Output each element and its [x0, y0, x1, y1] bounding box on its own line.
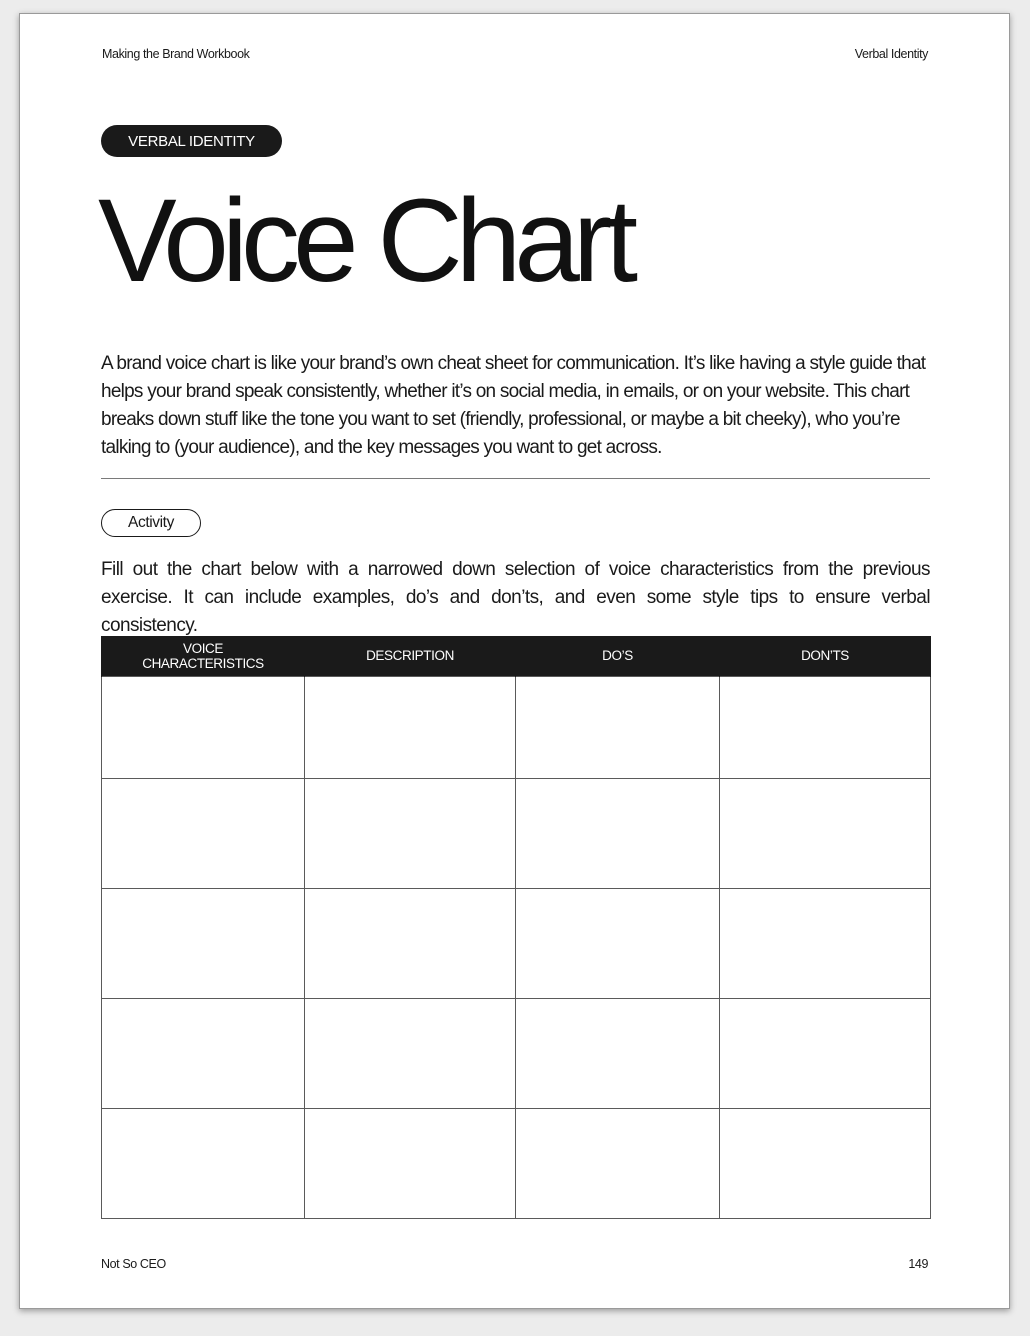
- table-cell-voice-characteristic[interactable]: [102, 888, 305, 998]
- table-row: [102, 676, 931, 778]
- intro-paragraph: A brand voice chart is like your brand’s own cheat sheet for communication. It’s like having a style guide that helps your brand speak consistently, whether it’s on social media, in emails, or on your website. This chart breaks down stuff like the tone you want to set (friendly, professional, or maybe a bit cheeky), who you’re talking to (your audience), and the key messages you want to get across.: [101, 353, 926, 458]
- section-divider: [101, 478, 930, 479]
- table-cell-description[interactable]: [305, 998, 516, 1108]
- table-cell-donts[interactable]: [720, 998, 931, 1108]
- column-header-description: DESCRIPTION: [305, 636, 516, 676]
- table-cell-dos[interactable]: [516, 1108, 720, 1218]
- table-cell-donts[interactable]: [720, 1108, 931, 1218]
- activity-label: Activity: [101, 509, 201, 537]
- table-header-row: [102, 636, 931, 676]
- column-header-donts: DON’TS: [720, 636, 931, 676]
- table-cell-voice-characteristic[interactable]: [102, 778, 305, 888]
- table-cell-description[interactable]: [305, 778, 516, 888]
- page-number: 149: [908, 1257, 928, 1271]
- section-tag: VERBAL IDENTITY: [101, 125, 282, 157]
- column-header-voice-characteristics: [102, 636, 305, 676]
- running-header-workbook-title: Making the Brand Workbook: [102, 47, 250, 61]
- table-cell-dos[interactable]: [516, 888, 720, 998]
- table-cell-voice-characteristic[interactable]: [102, 1108, 305, 1218]
- activity-instructions: Fill out the chart below with a narrowed down selection of voice characteristics from the previous exercise. It can include examples, do’s and don’ts, and even some style tips to ensure verbal consistency.: [101, 559, 930, 636]
- workbook-page: [19, 13, 1010, 1309]
- column-header-line: VOICE: [182, 640, 223, 656]
- running-header-section-name: Verbal Identity: [854, 47, 928, 61]
- table-cell-description[interactable]: [305, 1108, 516, 1218]
- table-cell-description[interactable]: [305, 888, 516, 998]
- table-cell-donts[interactable]: [720, 888, 931, 998]
- voice-chart-table: [101, 636, 931, 1219]
- page-title: Voice Chart: [98, 175, 631, 307]
- table-row: [102, 998, 931, 1108]
- table-cell-donts[interactable]: [720, 778, 931, 888]
- table-cell-dos[interactable]: [516, 676, 720, 778]
- table-cell-dos[interactable]: [516, 778, 720, 888]
- table-cell-dos[interactable]: [516, 998, 720, 1108]
- table-cell-voice-characteristic[interactable]: [102, 676, 305, 778]
- table-cell-voice-characteristic[interactable]: [102, 998, 305, 1108]
- column-header-line: CHARACTERISTICS: [142, 655, 264, 671]
- table-row: [102, 1108, 931, 1218]
- table-row: [102, 888, 931, 998]
- table-cell-description[interactable]: [305, 676, 516, 778]
- footer-brand: Not So CEO: [101, 1257, 166, 1271]
- table-cell-donts[interactable]: [720, 676, 931, 778]
- column-header-dos: DO’S: [516, 636, 720, 676]
- table-row: [102, 778, 931, 888]
